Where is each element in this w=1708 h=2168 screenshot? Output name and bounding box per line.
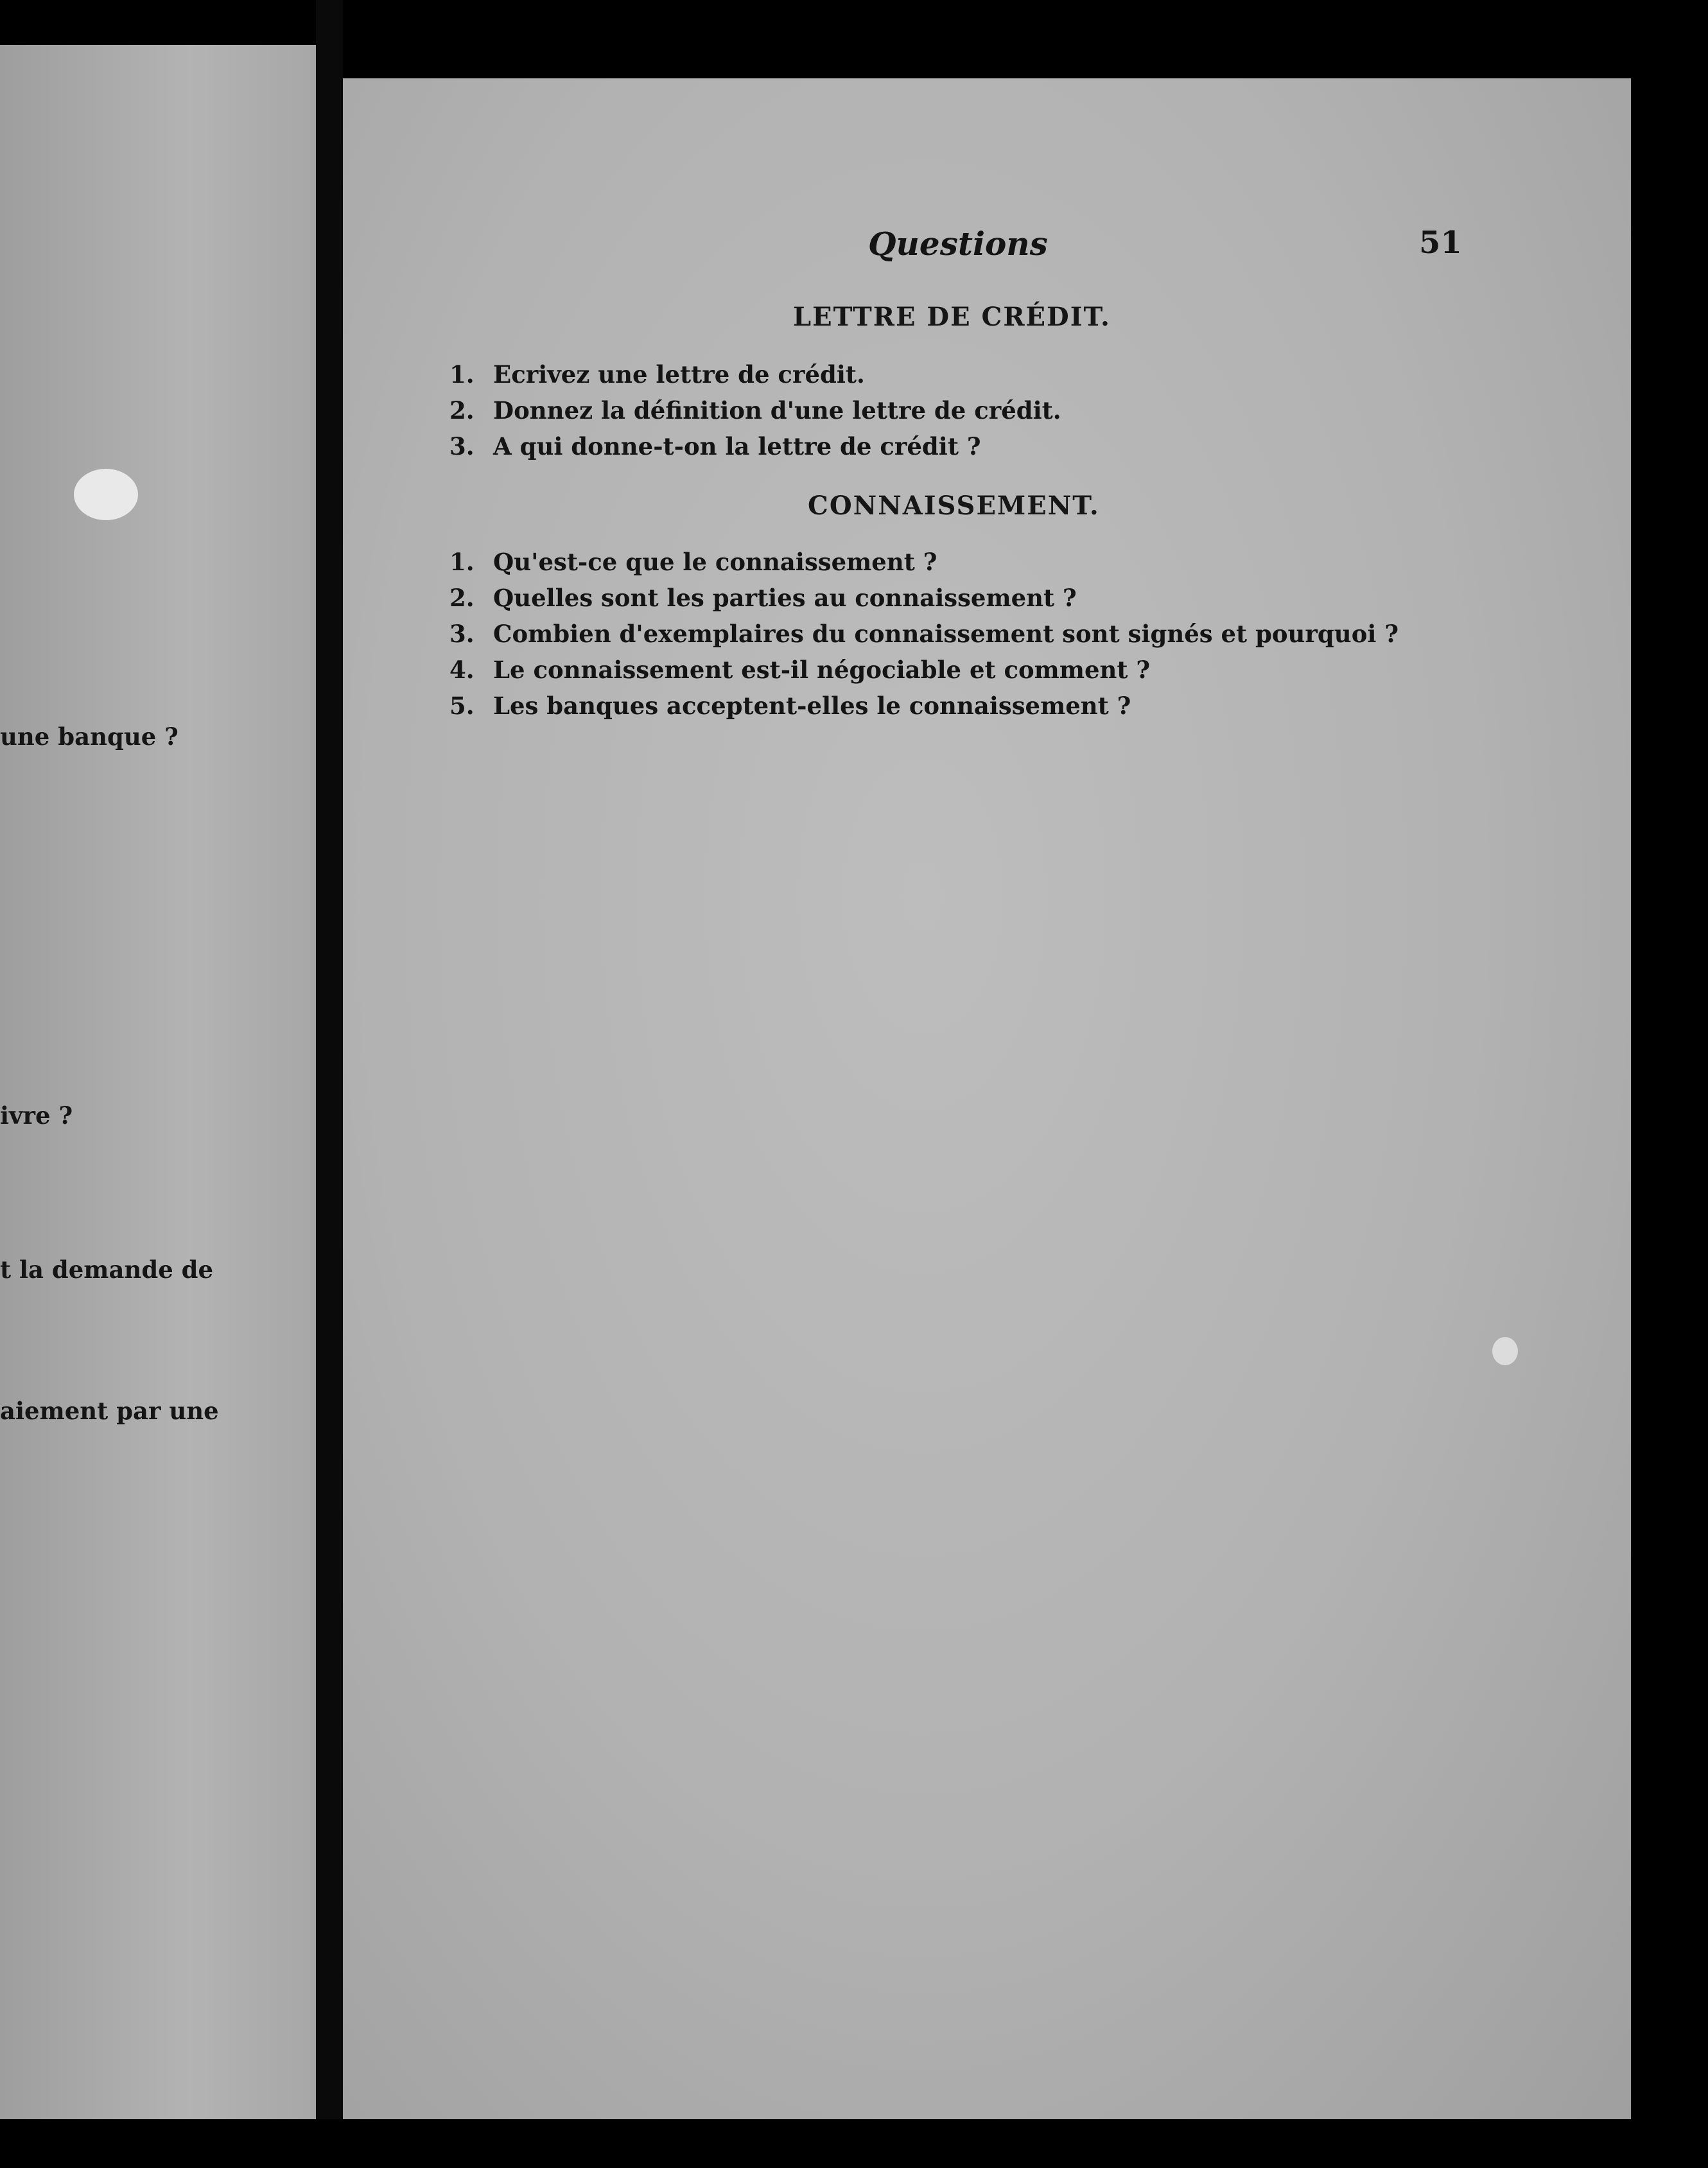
question-item bbox=[449, 652, 1399, 688]
question-text: A qui donne-t-on la lettre de crédit ? bbox=[493, 432, 981, 460]
question-text: Combien d'exemplaires du connaissement sont signés et pourquoi ? bbox=[493, 620, 1399, 648]
question-number: 2. bbox=[449, 396, 475, 424]
question-text: Quelles sont les parties au connaissement ? bbox=[493, 584, 1077, 612]
page-number: 51 bbox=[1419, 225, 1462, 261]
question-list-lettre-de-credit bbox=[449, 356, 1061, 464]
question-item bbox=[449, 428, 1061, 464]
question-number: 2. bbox=[449, 584, 475, 612]
left-page-line: une banque ? bbox=[0, 722, 179, 751]
section-heading-connaissement: CONNAISSEMENT. bbox=[808, 491, 1100, 521]
question-number: 4. bbox=[449, 656, 475, 684]
question-number: 5. bbox=[449, 692, 475, 720]
question-item bbox=[449, 392, 1061, 428]
question-item bbox=[449, 356, 1061, 392]
left-page-line: aiement par une bbox=[0, 1397, 219, 1425]
question-list-connaissement bbox=[449, 544, 1399, 724]
paper-mark bbox=[1492, 1337, 1518, 1365]
question-text: Donnez la définition d'une lettre de crédit. bbox=[493, 396, 1061, 424]
question-number: 1. bbox=[449, 360, 475, 389]
paper-smudge bbox=[74, 469, 138, 520]
left-page-line: ivre ? bbox=[0, 1101, 73, 1130]
question-text: Les banques acceptent-elles le connaissement ? bbox=[493, 692, 1131, 720]
question-text: Ecrivez une lettre de crédit. bbox=[493, 360, 865, 389]
question-text: Le connaissement est-il négociable et comment ? bbox=[493, 656, 1151, 684]
book-gutter bbox=[316, 0, 343, 2168]
question-number: 3. bbox=[449, 620, 475, 648]
question-item bbox=[449, 580, 1399, 616]
question-number: 3. bbox=[449, 432, 475, 460]
question-item bbox=[449, 688, 1399, 724]
section-heading-lettre-de-credit: LETTRE DE CRÉDIT. bbox=[793, 302, 1111, 332]
left-page bbox=[0, 45, 316, 2129]
running-title: Questions bbox=[868, 225, 1048, 263]
question-number: 1. bbox=[449, 548, 475, 576]
question-item bbox=[449, 616, 1399, 652]
left-page-line: t la demande de bbox=[0, 1255, 214, 1284]
question-item bbox=[449, 544, 1399, 580]
question-text: Qu'est-ce que le connaissement ? bbox=[493, 548, 937, 576]
scan-border bbox=[0, 2119, 1708, 2168]
